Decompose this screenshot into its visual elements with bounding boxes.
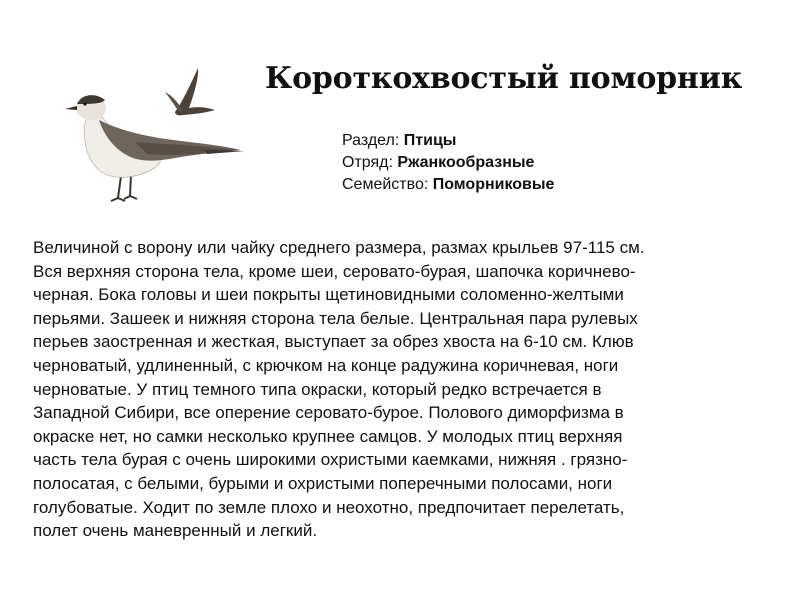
description-line: черная. Бока головы и шеи покрыты щетиновидными соломенно-желтыми: [33, 285, 624, 305]
family-value: Поморниковые: [432, 176, 555, 193]
order-value: Ржанкообразные: [397, 154, 535, 171]
description-line: полет очень маневренный и легкий.: [33, 521, 318, 541]
description-line: голубоватые. Ходит по земле плохо и неохотно, предпочитает перелетать,: [33, 497, 625, 517]
description-line: черноватые. У птиц темного типа окраски, который редко встречается в: [33, 379, 602, 399]
species-description: [33, 236, 763, 543]
skua-illustration: [55, 58, 255, 208]
order-label: Отряд:: [342, 154, 398, 171]
description-line: черноватый, удлиненный, с крючком на конце радужина коричневая, ноги: [33, 355, 619, 375]
description-line: Западной Сибири, все оперение серовато-бурое. Полового диморфизма в: [33, 403, 624, 423]
division-label: Раздел:: [342, 132, 404, 149]
description-line: Величиной с ворону или чайку среднего размера, размах крыльев 97-115 см.: [33, 238, 645, 257]
page-title: Короткохвостый поморник: [265, 61, 743, 96]
division-value: Птицы: [403, 132, 457, 149]
standing-skua-icon: [65, 95, 245, 201]
taxonomy-order: [342, 152, 782, 174]
description-line: перьев заостренная и жесткая, выступает за обрез хвоста на 6-10 см. Клюв: [33, 332, 634, 352]
family-label: Семейство:: [342, 176, 433, 193]
description-line: полосатая, с белыми, бурыми и охристыми поперечными полосами, ноги: [33, 473, 613, 493]
flying-skua-icon: [165, 68, 215, 115]
description-line: окраске нет, но самки несколько крупнее самцов. У молодых птиц верхняя: [33, 426, 623, 446]
description-line: Вся верхняя сторона тела, кроме шеи, серовато-бурая, шапочка коричнево-: [33, 261, 636, 281]
description-line: часть тела бурая с очень широкими охристыми каемками, нижняя . грязно-: [33, 450, 628, 470]
taxonomy-division: [342, 130, 782, 152]
taxonomy-family: [342, 174, 782, 196]
description-line: перьями. Зашеек и нижняя сторона тела белые. Центральная пара рулевых: [33, 308, 638, 328]
taxonomy-block: [342, 130, 782, 196]
